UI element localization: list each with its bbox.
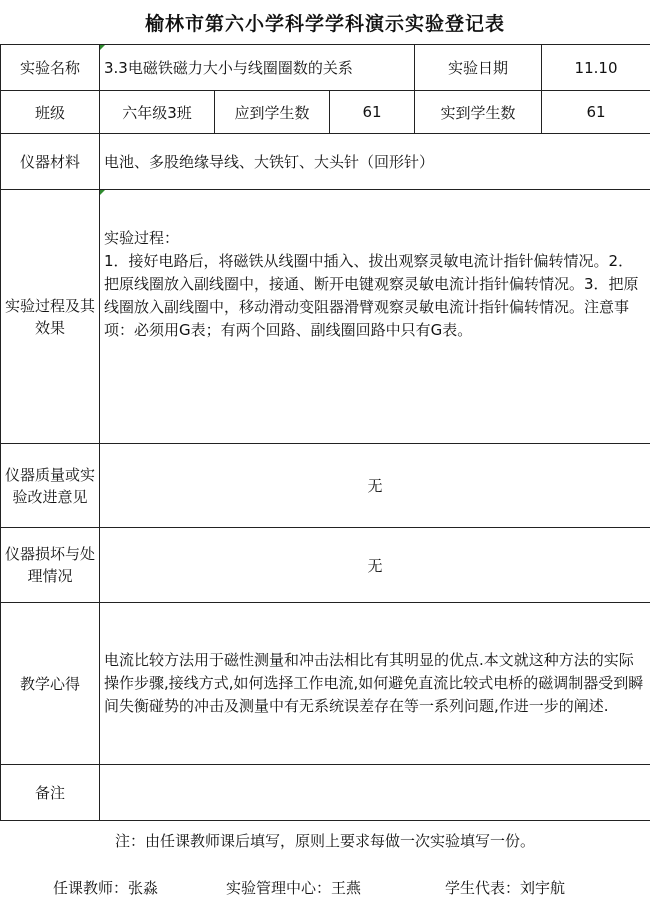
actual-students-value[interactable]: 61 <box>542 91 650 134</box>
row-materials <box>1 134 650 190</box>
quality-value[interactable]: 无 <box>100 444 650 528</box>
remarks-value[interactable] <box>100 765 650 821</box>
materials-value[interactable]: 电池、多股绝缘导线、大铁钉、大头针（回形针） <box>100 134 650 190</box>
materials-label: 仪器材料 <box>1 134 100 190</box>
process-value[interactable] <box>100 190 650 444</box>
damage-value[interactable]: 无 <box>100 528 650 603</box>
damage-label: 仪器损坏与处理情况 <box>1 528 100 603</box>
process-heading: 实验过程： <box>104 229 180 247</box>
row-process <box>1 190 650 444</box>
footnote: 注：由任课教师课后填写，原则上要求每做一次实验填写一份。 <box>114 831 535 850</box>
signature-line <box>0 866 650 906</box>
registration-table <box>0 44 650 821</box>
expected-students-value[interactable]: 61 <box>330 91 415 134</box>
experiment-name-value[interactable] <box>100 45 415 91</box>
quality-label: 仪器质量或实验改进意见 <box>1 444 100 528</box>
row-damage <box>1 528 650 603</box>
expected-students-label: 应到学生数 <box>215 91 330 134</box>
class-label: 班级 <box>1 91 100 134</box>
remarks-label: 备注 <box>1 765 100 821</box>
manager-signature: 实验管理中心：王燕 <box>226 879 362 897</box>
row-experiment-name <box>1 45 650 91</box>
process-text: 1．接好电路后，将磁铁从线圈中插入、拔出观察灵敏电流计指针偏转情况。2．把原线圈放入副线圈中，接通、断开电键观察灵敏电流计指针偏转情况。3．把原线圈放入副线圈中，移动滑动变阻器滑臂观察灵敏电流计指针偏转情况。注意事项：必须用G表；有两个回路、副线圈回路中只有G表。 <box>104 252 639 339</box>
cell-marker-icon <box>100 45 105 50</box>
reflection-value[interactable]: 电流比较方法用于磁性测量和冲击法相比有其明显的优点.本文就这种方法的实际操作步骤,接线方式,如何选择工作电流,如何避免直流比较式电桥的磁调制器受到瞬间失衡碰势的冲击及测量中有无系统误差存在等一系列问题,作进一步的阐述. <box>100 603 650 765</box>
experiment-date-value[interactable]: 11.10 <box>542 45 650 91</box>
experiment-name-text: 3.3电磁铁磁力大小与线圈圈数的关系 <box>104 59 353 77</box>
student-signature: 学生代表：刘宇航 <box>445 879 566 897</box>
row-quality <box>1 444 650 528</box>
experiment-date-label: 实验日期 <box>415 45 542 91</box>
experiment-name-label: 实验名称 <box>1 45 100 91</box>
row-reflection <box>1 603 650 765</box>
row-remarks <box>1 765 650 821</box>
teacher-signature: 任课教师：张淼 <box>53 879 159 897</box>
cell-marker-icon <box>100 190 105 195</box>
reflection-label: 教学心得 <box>1 603 100 765</box>
class-value[interactable]: 六年级3班 <box>100 91 215 134</box>
row-class <box>1 91 650 134</box>
process-label: 实验过程及其效果 <box>1 190 100 444</box>
actual-students-label: 实到学生数 <box>415 91 542 134</box>
form-title: 榆林市第六小学科学学科演示实验登记表 <box>144 12 505 35</box>
